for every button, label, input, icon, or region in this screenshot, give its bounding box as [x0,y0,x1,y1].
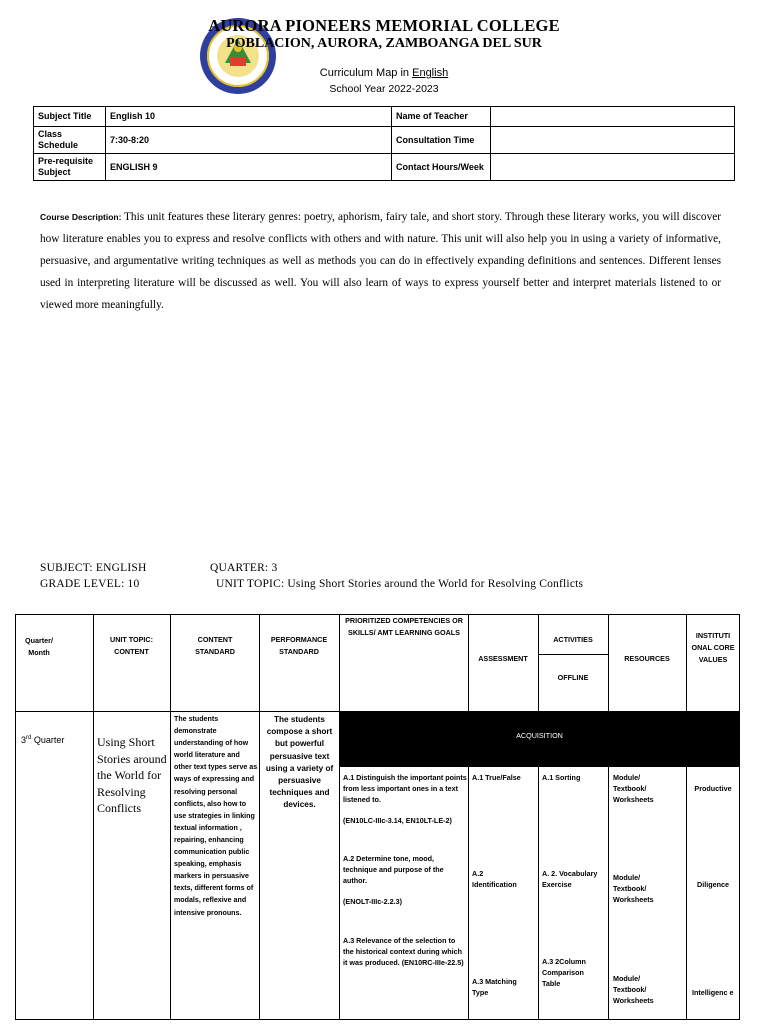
assessment-a2: A.2 Identification [472,869,517,889]
unit-topic-content: Using Short Stories around the World for Resolving Conflicts [97,735,167,815]
header-content-standard: CONTENT STANDARD [195,635,235,656]
teacher-label: Name of Teacher [392,107,491,127]
competency-a2: A.2 Determine tone, mood, technique and purpose of the author. [343,854,444,885]
curriculum-map-title [0,67,768,79]
activity-a1: A.1 Sorting [542,773,581,782]
curriculum-grid [15,614,740,1020]
grid-line [15,614,16,1020]
performance-standard-text: The students compose a short but powerful persuasive text using a variety of persuasive techniques and devices. [265,715,334,810]
header-core-values: INSTITUTI ONAL CORE VALUES [691,631,735,664]
header-resources: RESOURCES [624,654,670,663]
resources-a1: Module/ Textbook/ Worksheets [613,773,654,804]
consultation-label: Consultation Time [392,127,491,154]
resources-a3: Module/ Textbook/ Worksheets [613,974,654,1005]
activities-divider [538,654,608,655]
prereq-label: Pre-requisite Subject [34,154,106,181]
header-assessment: ASSESSMENT [478,654,528,663]
course-description [40,206,721,316]
class-schedule-value: 7:30-8:20 [106,127,392,154]
resources-a2: Module/ Textbook/ Worksheets [613,873,654,904]
value-a3: Intelligenc e [692,988,734,997]
competency-a2-code: (ENOLT-IIIc-2.2.3) [343,897,402,906]
header-offline: OFFLINE [557,673,589,682]
header-quarter-month: Quarter/ Month [25,636,53,657]
header-competencies: PRIORITIZED COMPETENCIES OR SKILLS/ AMT LEARNING GOALS [345,616,463,637]
grid-line [608,614,609,1020]
grid-line [170,614,171,1020]
school-year: School Year 2022-2023 [329,83,439,95]
quarter-cell [21,733,64,746]
header-activities: ACTIVITIES [553,635,593,644]
competency-a1: A.1 Distinguish the important points from less important ones in a text listened to. [343,773,467,804]
grid-line [259,614,260,1020]
quarter-line: QUARTER: 3 [210,562,278,574]
header-performance-standard: PERFORMANCE STANDARD [270,635,328,656]
subject-line: SUBJECT: ENGLISH [40,562,147,574]
quarter-word: Quarter [31,735,65,745]
activity-a3: A.3 2Column Comparison Table [542,957,586,988]
grade-level-line: GRADE LEVEL: 10 [40,578,140,590]
content-standard-text: The students demonstrate understanding of how world literature and other text types serve as ways of expressing and resolving personal conflicts, also how to use strategies in linking textual information , repairing, enhancing communication public speaking, emphasis markers in persuasive texts, different forms of modals, reflexive and intensive pronouns. [174,715,258,917]
grid-line [739,614,740,1020]
subject-info-table [33,106,735,181]
competency-a3: A.3 Relevance of the selection to the historical context during which it was produced. (EN10RC-IIIe-22.5) [343,936,464,967]
grid-line [538,614,539,1020]
subject-title-value: English 10 [106,107,392,127]
college-name: AURORA PIONEERS MEMORIAL COLLEGE [208,16,560,35]
curriculum-map-subject: English [412,67,449,79]
unit-topic-line: UNIT TOPIC: Using Short Stories around the World for Resolving Conflicts [216,578,584,590]
contact-hours-value [491,154,735,181]
assessment-a1: A.1 True/False [472,773,521,782]
grid-line [686,614,687,1020]
class-schedule-label: Class Schedule [34,127,106,154]
course-description-label: Course Description: [40,212,125,222]
subject-title-label: Subject Title [34,107,106,127]
quarter-number: 3 [21,735,27,745]
grid-bottom-border [15,1019,740,1020]
acquisition-label: ACQUISITION [516,731,563,740]
competency-a1-code: (EN10LC-IIIc-3.14, EN10LT-LE-2) [343,816,452,825]
teacher-value [491,107,735,127]
contact-hours-label: Contact Hours/Week [392,154,491,181]
grid-line [468,614,469,1020]
header-unit-topic: UNIT TOPIC: CONTENT [110,635,153,656]
college-address: POBLACION, AURORA, ZAMBOANGA DEL SUR [226,36,542,51]
value-a1: Productive [694,784,732,793]
prereq-value: ENGLISH 9 [106,154,392,181]
value-a2: Diligence [697,880,729,889]
course-description-text: This unit features these literary genres: poetry, aphorism, fairy tale, and short story. Through these literary works, you will discover how literature enables you to express and resolve conflicts with others and with nature. This unit will also help you in using a variety of informative, persuasive, and argumentative writing techniques as well as methods you can do in effectively expanding definitions and sentences. Different lenses used in interpreting literature will be discussed as well. You will also learn of ways to express yourself better and interpret materials listened to or viewed more meaningfully. [40,211,721,311]
quarter-suffix: rd [26,735,32,741]
assessment-a3: A.3 Matching Type [472,977,517,997]
grid-line [93,614,94,1020]
grid-line [339,614,340,1020]
consultation-value [491,127,735,154]
curriculum-map-prefix: Curriculum Map in [319,67,413,79]
activity-a2: A. 2. Vocabulary Exercise [542,869,598,889]
